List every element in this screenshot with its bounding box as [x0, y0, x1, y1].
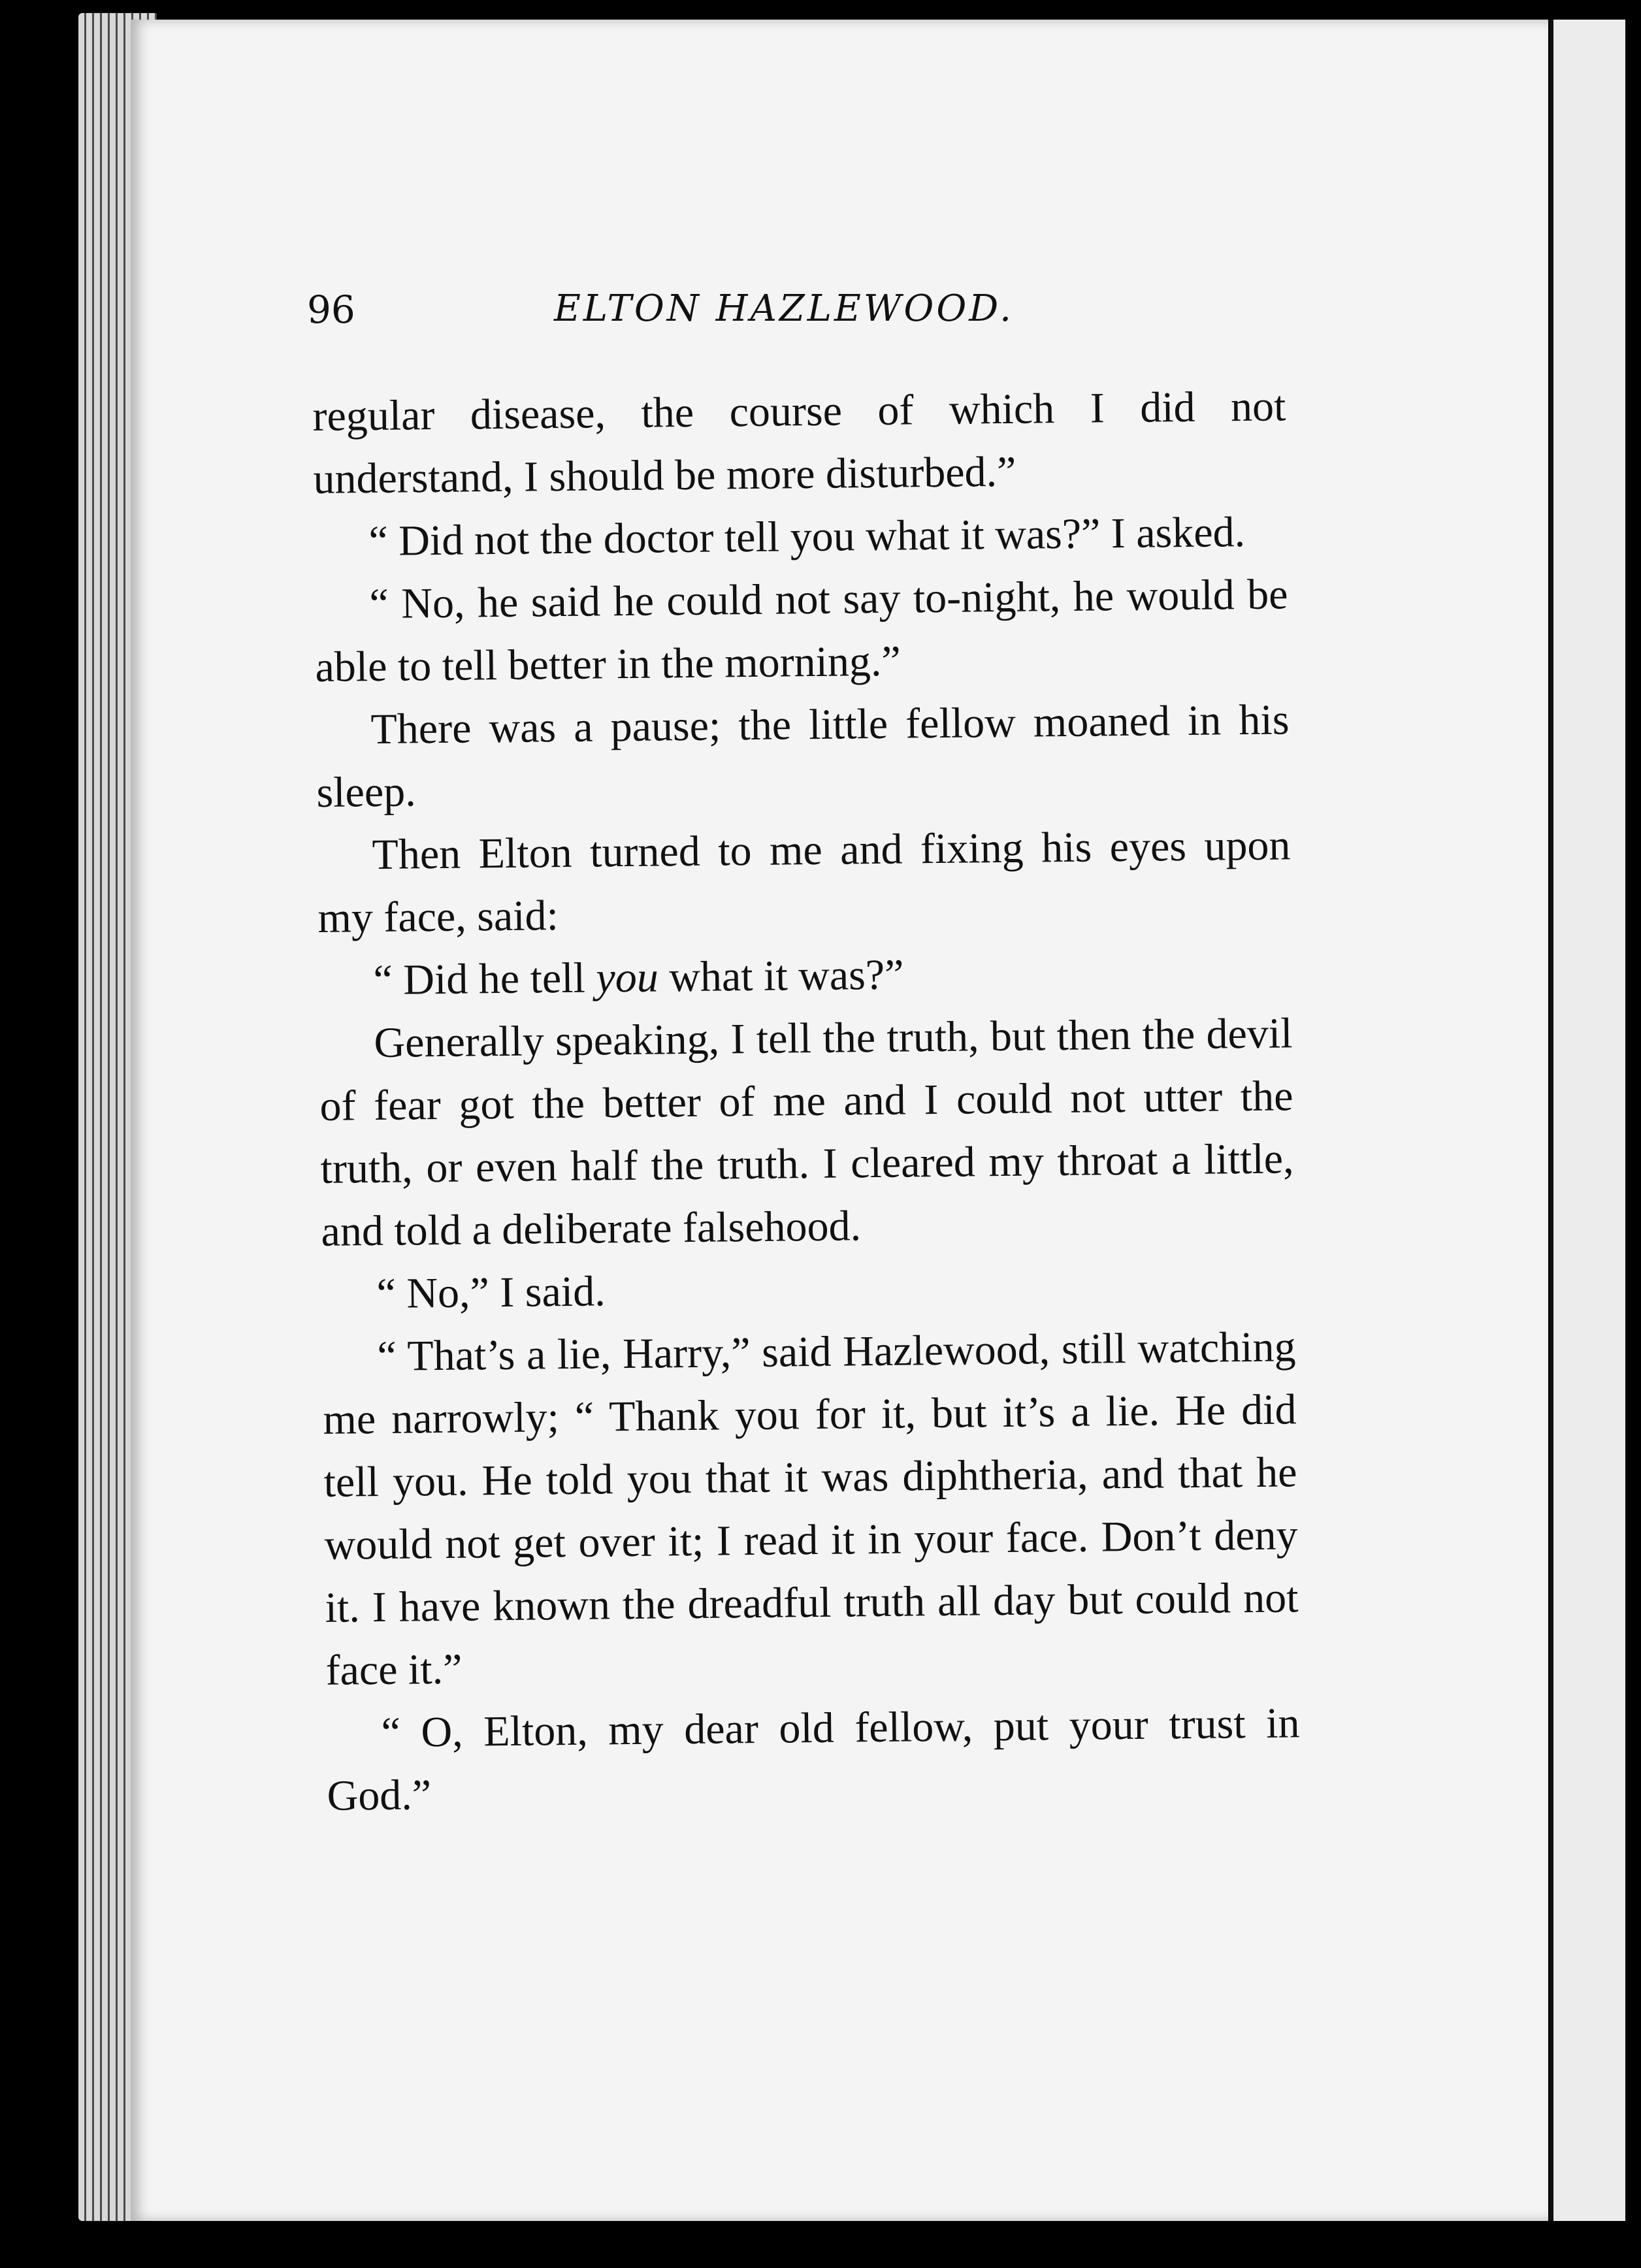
paragraph-text: what it was?”	[658, 950, 904, 1001]
paragraph: regular disease, the course of which I did not understand, I should be more disturbed.”	[312, 382, 1286, 503]
facing-page-edge	[1550, 20, 1625, 2221]
paragraph: Generally speaking, I tell the truth, but then the devil of fear got the better of me and I could not utter the truth, or even half the truth. I cleared my throat a little, and told a deliberate falsehood.	[319, 1009, 1294, 1256]
paragraph: “ No, he said he could not say to-night, he would be able to tell better in the morning.”	[315, 570, 1288, 691]
paragraph: “ Did not the doctor tell you what it was?” I asked.	[368, 508, 1246, 566]
paragraph: “ That’s a lie, Harry,” said Hazlewood, still watching me narrowly; “ Thank you for it, but it’s a lie. He did tell you. He told you that it was diphtheria, and that he would not get over it; I read it in your face. Don’t deny it. I have known the dreadful truth all day but could not face it.”	[323, 1323, 1299, 1694]
paragraph: Then Elton turned to me and fixing his eyes upon my face, said:	[317, 821, 1291, 942]
running-head: ELTON HAZLEWOOD.	[554, 287, 1014, 330]
paragraph: “ O, Elton, my dear old fellow, put your trust in God.”	[327, 1699, 1300, 1820]
page-header	[307, 287, 1261, 346]
paragraph: “ No,” I said.	[376, 1267, 606, 1318]
emphasized-word: you	[596, 953, 659, 1002]
body-text	[312, 375, 1301, 1827]
paragraph: There was a pause; the little fellow moaned in his sleep.	[316, 696, 1290, 817]
paragraph	[318, 939, 1292, 1012]
page-number: 96	[307, 287, 355, 332]
paragraph-text: “ Did he tell	[373, 954, 596, 1005]
